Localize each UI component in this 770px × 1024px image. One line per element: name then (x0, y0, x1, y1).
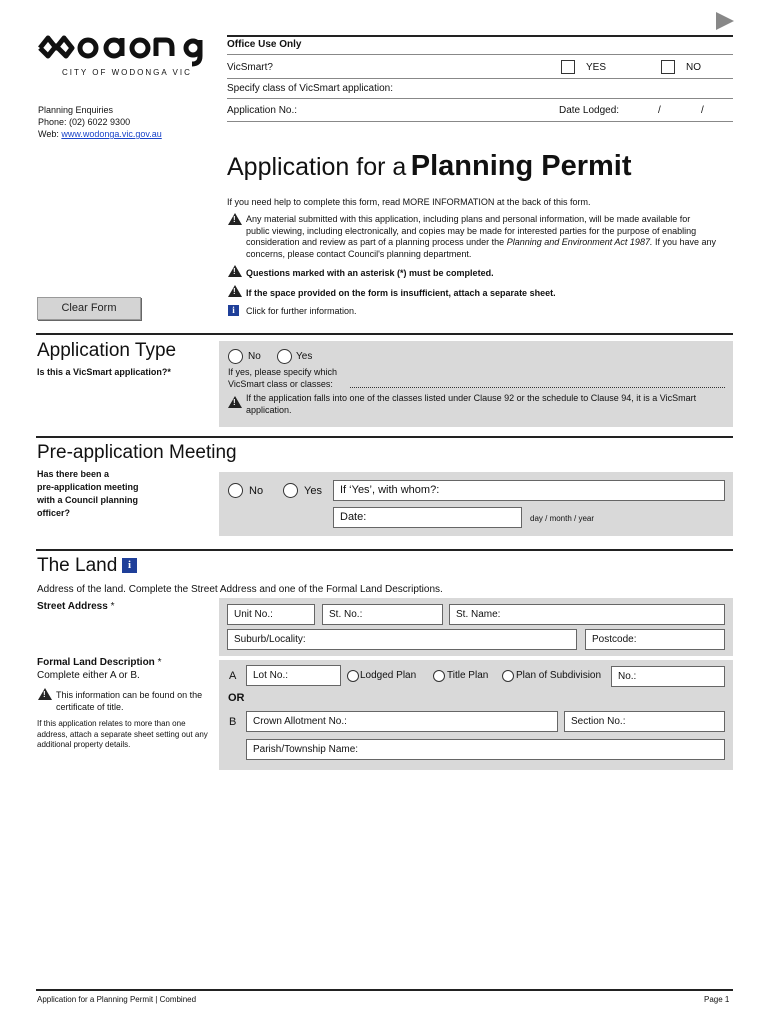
notice-text: Any material submitted with this application, including plans and personal information, will be made available for public viewing, including electronically, and copies may be made for interested parties for the purpose of enabling consideration and review as part of a planning process under the (246, 214, 697, 247)
plan-no-field[interactable]: No.: (611, 666, 725, 687)
office-rule-2 (227, 78, 733, 79)
title-plan-label: Title Plan (447, 670, 489, 681)
title-bold: Planning Permit (410, 150, 632, 182)
lot-no-field[interactable]: Lot No.: (246, 665, 341, 686)
with-whom-field[interactable]: If ‘Yes’, with whom?: (333, 480, 725, 501)
application-no: Application No.: (227, 105, 298, 116)
specify-class: Specify class of VicSmart application: (227, 83, 394, 94)
lodged-plan-radio[interactable] (347, 670, 359, 682)
warning-icon (228, 265, 242, 277)
clause-note: If the application falls into one of the classes listed under Clause 92 or the schedule to Clause 94, it is a VicSmart application. (246, 393, 697, 415)
required-asterisk: * (157, 657, 162, 668)
plan-of-subdivision-label: Plan of Subdivision (516, 670, 602, 681)
section-rule-pre-app (36, 436, 733, 438)
lodged-plan-label: Lodged Plan (360, 670, 417, 681)
date-slash-2: / (701, 105, 704, 116)
office-rule-3 (227, 98, 733, 99)
notice-act: Planning and Environment Act 1987. (506, 237, 653, 247)
section-rule-app-type (36, 333, 733, 335)
required-asterisk: * (110, 601, 115, 612)
or-label: OR (228, 692, 245, 704)
planning-enquiries: Planning Enquiries (38, 105, 114, 115)
vicsmart-yes-label: Yes (296, 351, 313, 362)
plan-of-subdivision-radio[interactable] (502, 670, 514, 682)
specify-which: If yes, please specify which (228, 367, 338, 377)
web-row (38, 129, 162, 139)
formal-label-text: Formal Land Description (37, 657, 155, 668)
asterisk-note: Questions marked with an asterisk (*) must be completed. (246, 268, 494, 278)
pre-app-yes-radio[interactable] (283, 483, 298, 498)
office-yes-label: YES (586, 62, 607, 73)
office-yes-checkbox[interactable] (561, 60, 575, 74)
next-page-arrow-icon[interactable] (714, 10, 736, 32)
multi-address-note: If this application relates to more than one address, attach a separate sheet setting out any additional property details. (37, 719, 208, 749)
street-address-label (37, 601, 114, 612)
help-text: If you need help to complete this form, read MORE INFORMATION at the back of this form. (227, 197, 591, 207)
land-info-icon[interactable]: i (122, 558, 137, 573)
option-a: A (229, 670, 237, 682)
street-label-text: Street Address (37, 601, 108, 612)
pre-app-yes-label: Yes (304, 485, 322, 497)
street-no-field[interactable]: St. No.: (322, 604, 443, 625)
street-name-field[interactable]: St. Name: (449, 604, 725, 625)
office-rule-1 (227, 54, 733, 55)
vicsmart-app-question: Is this a VicSmart application?* (37, 367, 171, 377)
vicsmart-yes-radio[interactable] (277, 349, 292, 364)
crown-allotment-field[interactable]: Crown Allotment No.: (246, 711, 558, 732)
office-no-checkbox[interactable] (661, 60, 675, 74)
pre-app-q-line: officer? (37, 508, 71, 518)
web-label: Web: (38, 129, 59, 139)
wodonga-logo (36, 34, 212, 80)
info-note: Click for further information. (246, 306, 357, 316)
date-slash-1: / (658, 105, 661, 116)
formal-land-label (37, 657, 161, 668)
warning-icon (228, 213, 242, 225)
postcode-field[interactable]: Postcode: (585, 629, 725, 650)
footer-rule (36, 989, 733, 991)
pre-app-q-line: pre-application meeting (37, 482, 139, 492)
title-plan-radio[interactable] (433, 670, 445, 682)
website-link[interactable]: www.wodonga.vic.gov.au (61, 129, 162, 139)
date-format-hint: day / month / year (530, 514, 595, 523)
section-rule-land (36, 549, 733, 551)
office-top-rule (227, 35, 733, 37)
pre-application-heading: Pre-application Meeting (37, 442, 237, 463)
title-note: This information can be found on the certificate of title. (56, 690, 203, 712)
pre-app-question (37, 468, 139, 520)
vicsmart-class-label: VicSmart class or classes: (228, 379, 333, 389)
info-icon[interactable]: i (228, 305, 239, 316)
pre-app-q-line: with a Council planning (37, 495, 138, 505)
application-type-heading: Application Type (37, 340, 177, 361)
parish-township-field[interactable]: Parish/Township Name: (246, 739, 725, 760)
date-lodged: Date Lodged: (559, 105, 620, 116)
warning-icon (228, 396, 242, 408)
warning-icon (228, 285, 242, 297)
logo-tagline: CITY OF WODONGA VIC (62, 68, 192, 77)
meeting-date-field[interactable]: Date: (333, 507, 522, 528)
footer-title: Application for a Planning Permit | Combined (37, 995, 197, 1004)
vicsmart-class-field[interactable] (350, 387, 725, 388)
vicsmart-no-radio[interactable] (228, 349, 243, 364)
notice-end: If you have any concerns, please contact Council's planning department. (246, 237, 717, 259)
complete-either: Complete either A or B. (37, 670, 140, 681)
pre-app-no-label: No (249, 485, 264, 497)
office-no-label: NO (686, 62, 701, 73)
unit-no-field[interactable]: Unit No.: (227, 604, 315, 625)
vicsmart-question: VicSmart? (227, 62, 273, 73)
wodonga-wordmark-icon (36, 34, 212, 68)
the-land-heading: The Land (37, 555, 118, 576)
warning-icon (38, 688, 52, 700)
suburb-field[interactable]: Suburb/Locality: (227, 629, 577, 650)
section-no-field[interactable]: Section No.: (564, 711, 725, 732)
clear-form-button[interactable]: Clear Form (37, 297, 141, 320)
pre-app-no-radio[interactable] (228, 483, 243, 498)
page-title (227, 150, 632, 183)
vicsmart-no-label: No (248, 351, 261, 362)
phone-number: Phone: (02) 6022 9300 (38, 117, 131, 127)
space-note: If the space provided on the form is insufficient, attach a separate sheet. (246, 288, 556, 298)
public-notice (246, 214, 716, 260)
pre-app-q-line: Has there been a (37, 469, 110, 479)
title-prefix: Application for a (227, 153, 407, 181)
office-rule-4 (227, 121, 733, 122)
page-number: Page 1 (704, 995, 730, 1004)
option-b: B (229, 716, 237, 728)
land-instruction: Address of the land. Complete the Street Address and one of the Formal Land Descriptions. (37, 584, 443, 595)
office-use-title: Office Use Only (227, 39, 302, 50)
